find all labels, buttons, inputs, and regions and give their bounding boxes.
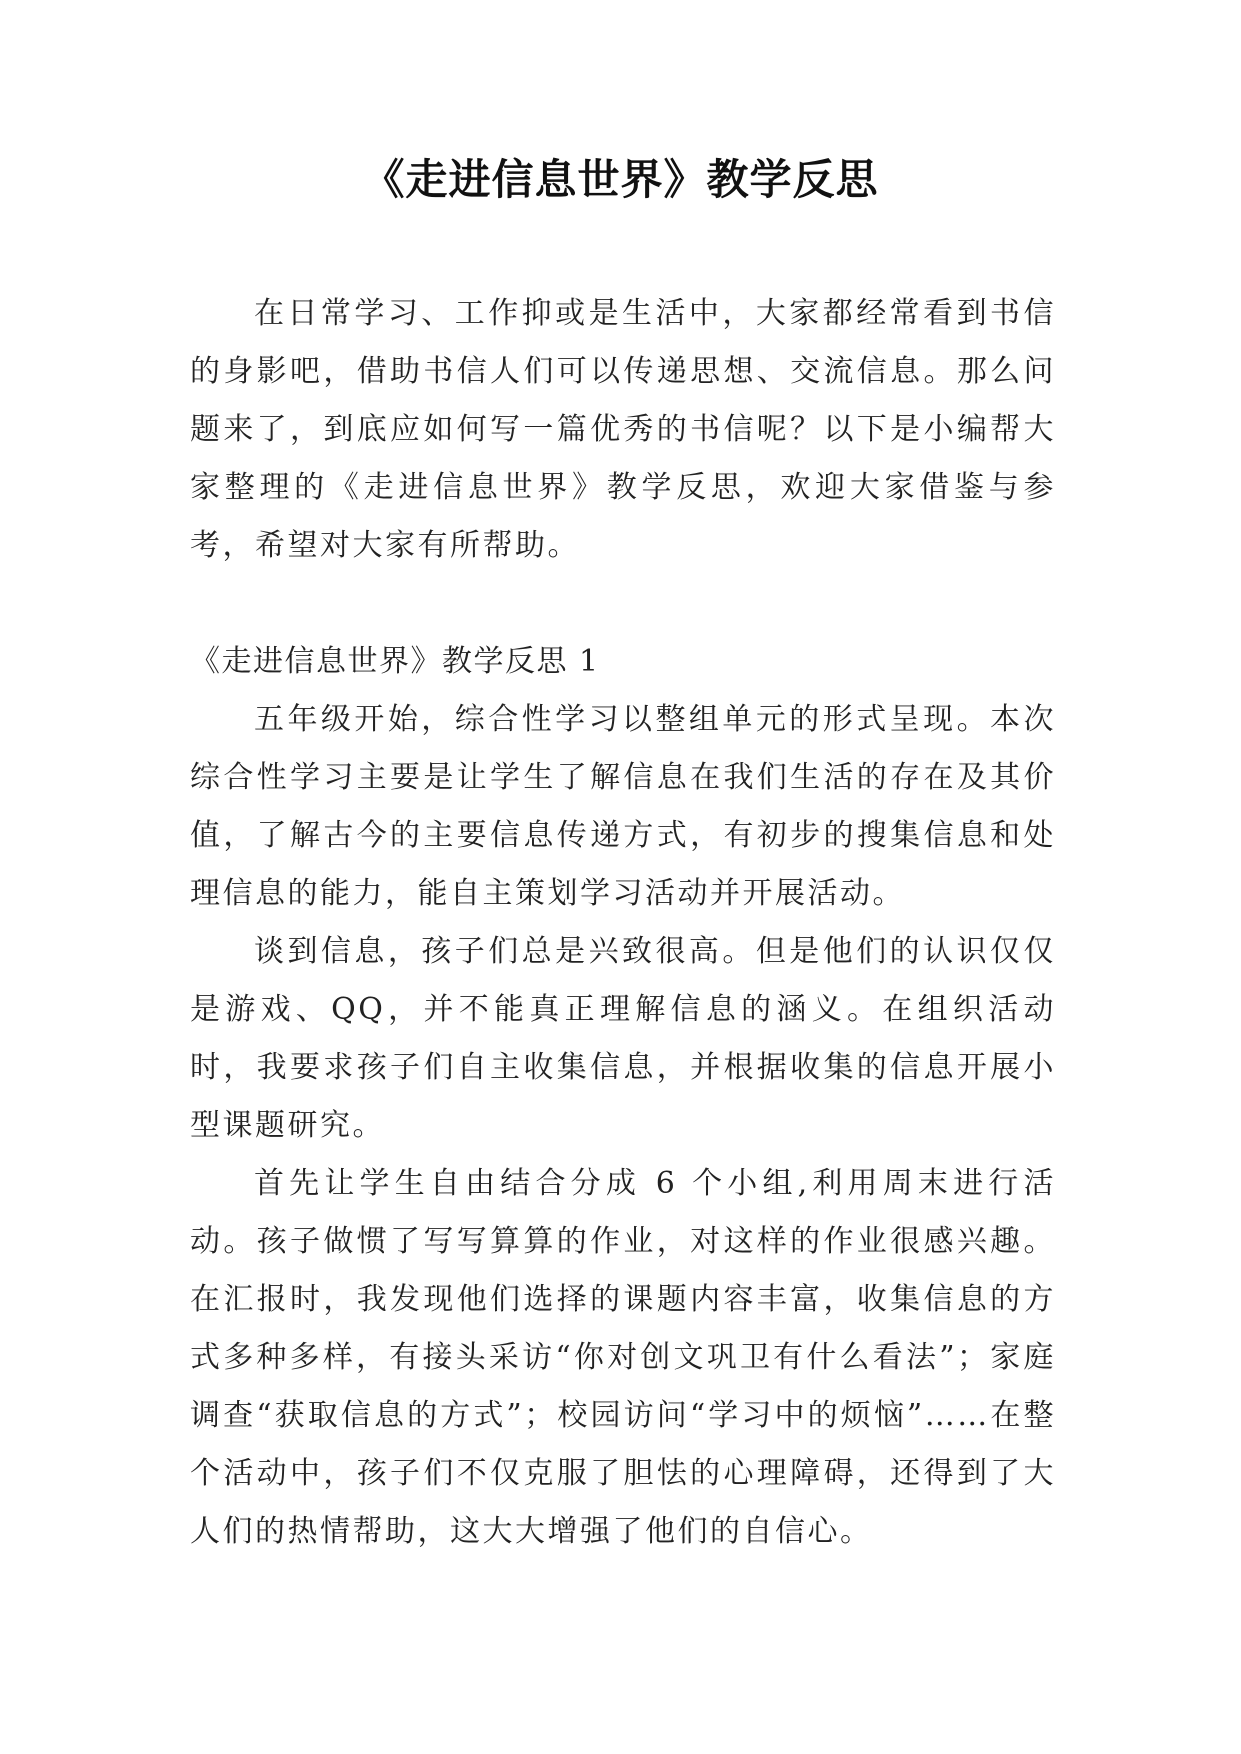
body-paragraph-3: 首先让学生自由结合分成 6 个小组,利用周末进行活动。孩子做惯了写写算算的作业，对这样的作业很感兴趣。在汇报时，我发现他们选择的课题内容丰富，收集信息的方式多种多样，有接头采访“你对创文巩卫有什么看法”；家庭调查“获取信息的方式”；校园访问“学习中的烦恼”……在整个活动中，孩子们不仅克服了胆怯的心理障碍，还得到了大人们的热情帮助，这大大增强了他们的自信心。 [190,1166,1056,1549]
document-body [190,285,1056,1561]
body-paragraph-1: 五年级开始，综合性学习以整组单元的形式呈现。本次综合性学习主要是让学生了解信息在我们生活的存在及其价值，了解古今的主要信息传递方式，有初步的搜集信息和处理信息的能力，能自主策划学习活动并开展活动。 [190,702,1056,911]
intro-paragraph: 在日常学习、工作抑或是生活中，大家都经常看到书信的身影吧，借助书信人们可以传递思想、交流信息。那么问题来了，到底应如何写一篇优秀的书信呢？以下是小编帮大家整理的《走进信息世界》教学反思，欢迎大家借鉴与参考，希望对大家有所帮助。 [190,296,1056,563]
paragraph-spacer [190,575,1056,633]
section-heading: 《走进信息世界》教学反思 1 [190,644,600,679]
document-title: 《走进信息世界》教学反思 [362,155,879,204]
body-paragraph-2: 谈到信息，孩子们总是兴致很高。但是他们的认识仅仅是游戏、QQ，并不能真正理解信息的涵义。在组织活动时，我要求孩子们自主收集信息，并根据收集的信息开展小型课题研究。 [190,934,1056,1143]
